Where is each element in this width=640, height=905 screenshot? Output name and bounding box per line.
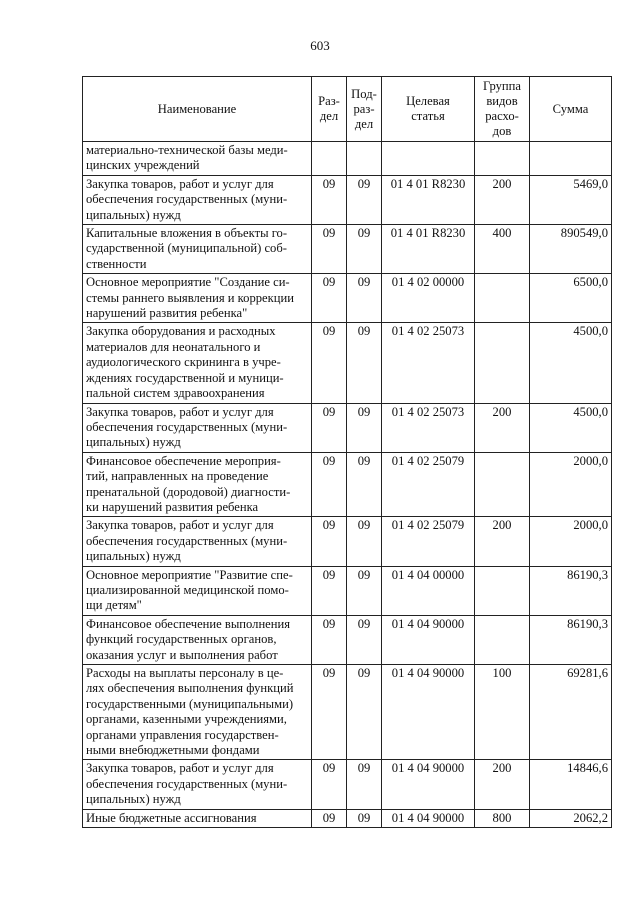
cell-sum: 69281,6 (530, 665, 612, 760)
cell-sum: 86190,3 (530, 566, 612, 615)
cell-sum: 4500,0 (530, 403, 612, 452)
cell-group (475, 142, 530, 176)
table-row (83, 615, 612, 664)
cell-podrazdel: 09 (347, 323, 382, 403)
table-row (83, 517, 612, 566)
header-group: Группа видов расхо- дов (475, 77, 530, 142)
cell-podrazdel: 09 (347, 809, 382, 827)
cell-sum: 6500,0 (530, 274, 612, 323)
cell-sum: 890549,0 (530, 225, 612, 274)
cell-razdel: 09 (312, 225, 347, 274)
cell-podrazdel: 09 (347, 615, 382, 664)
cell-podrazdel: 09 (347, 274, 382, 323)
cell-name: Закупка товаров, работ и услуг для обеспечения государственных (муни- ципальных) нужд (83, 175, 312, 224)
cell-group: 400 (475, 225, 530, 274)
cell-razdel (312, 142, 347, 176)
cell-target: 01 4 02 00000 (382, 274, 475, 323)
cell-group: 200 (475, 760, 530, 809)
cell-sum: 5469,0 (530, 175, 612, 224)
table-row (83, 665, 612, 760)
cell-name: Финансовое обеспечение мероприя- тий, направленных на проведение пренатальной (дородовой) диагности- ки нарушений развития ребенка (83, 452, 312, 517)
table-row (83, 323, 612, 403)
cell-name: Закупка товаров, работ и услуг для обеспечения государственных (муни- ципальных) нужд (83, 517, 312, 566)
cell-name: Закупка товаров, работ и услуг для обеспечения государственных (муни- ципальных) нужд (83, 760, 312, 809)
cell-target: 01 4 04 90000 (382, 760, 475, 809)
cell-podrazdel: 09 (347, 566, 382, 615)
cell-sum: 2000,0 (530, 452, 612, 517)
cell-razdel: 09 (312, 665, 347, 760)
cell-target (382, 142, 475, 176)
cell-name: Расходы на выплаты персоналу в це- лях обеспечения выполнения функций государственными (муниципальными) органами, казенными учреждениями, органами управления государствен- ными внебюджетными фондами (83, 665, 312, 760)
cell-group (475, 323, 530, 403)
cell-razdel: 09 (312, 452, 347, 517)
cell-podrazdel: 09 (347, 225, 382, 274)
cell-target: 01 4 04 00000 (382, 566, 475, 615)
cell-target: 01 4 04 90000 (382, 665, 475, 760)
cell-name: Закупка оборудования и расходных материалов для неонатального и аудиологического скрининга в учре- ждениях государственной и муници- пальной систем здравоохранения (83, 323, 312, 403)
cell-podrazdel: 09 (347, 760, 382, 809)
cell-sum: 2000,0 (530, 517, 612, 566)
cell-podrazdel: 09 (347, 665, 382, 760)
cell-name: Закупка товаров, работ и услуг для обеспечения государственных (муни- ципальных) нужд (83, 403, 312, 452)
table-row (83, 452, 612, 517)
cell-sum (530, 142, 612, 176)
cell-name: Основное мероприятие "Развитие спе- циализированной медицинской помо- щи детям" (83, 566, 312, 615)
cell-group: 200 (475, 517, 530, 566)
cell-name: Основное мероприятие "Создание си- стемы раннего выявления и коррекции нарушений развития ребенка" (83, 274, 312, 323)
cell-razdel: 09 (312, 323, 347, 403)
cell-name: Иные бюджетные ассигнования (83, 809, 312, 827)
cell-group: 100 (475, 665, 530, 760)
cell-target: 01 4 02 25079 (382, 517, 475, 566)
cell-group: 200 (475, 403, 530, 452)
cell-group (475, 615, 530, 664)
cell-sum: 4500,0 (530, 323, 612, 403)
cell-group (475, 452, 530, 517)
cell-podrazdel (347, 142, 382, 176)
header-razdel: Раз- дел (312, 77, 347, 142)
header-name: Наименование (83, 77, 312, 142)
table-header-row (83, 77, 612, 142)
table-row (83, 225, 612, 274)
cell-sum: 14846,6 (530, 760, 612, 809)
cell-target: 01 4 04 90000 (382, 615, 475, 664)
cell-podrazdel: 09 (347, 175, 382, 224)
table-row (83, 403, 612, 452)
cell-podrazdel: 09 (347, 517, 382, 566)
cell-target: 01 4 02 25073 (382, 323, 475, 403)
cell-podrazdel: 09 (347, 403, 382, 452)
cell-name: материально-технической базы меди- цинских учреждений (83, 142, 312, 176)
cell-group (475, 566, 530, 615)
cell-razdel: 09 (312, 274, 347, 323)
cell-name: Финансовое обеспечение выполнения функций государственных органов, оказания услуг и выполнения работ (83, 615, 312, 664)
cell-razdel: 09 (312, 760, 347, 809)
cell-razdel: 09 (312, 403, 347, 452)
header-podrazdel: Под- раз- дел (347, 77, 382, 142)
budget-table (82, 76, 612, 828)
cell-razdel: 09 (312, 566, 347, 615)
table-row (83, 175, 612, 224)
page-number: 603 (310, 38, 330, 53)
header-sum: Сумма (530, 77, 612, 142)
cell-sum: 86190,3 (530, 615, 612, 664)
cell-target: 01 4 01 R8230 (382, 175, 475, 224)
cell-group: 200 (475, 175, 530, 224)
table-row (83, 760, 612, 809)
cell-razdel: 09 (312, 175, 347, 224)
table-row (83, 274, 612, 323)
table-row (83, 566, 612, 615)
cell-target: 01 4 02 25079 (382, 452, 475, 517)
cell-target: 01 4 02 25073 (382, 403, 475, 452)
cell-razdel: 09 (312, 615, 347, 664)
cell-target: 01 4 01 R8230 (382, 225, 475, 274)
cell-group (475, 274, 530, 323)
table-row (83, 142, 612, 176)
cell-razdel: 09 (312, 517, 347, 566)
cell-target: 01 4 04 90000 (382, 809, 475, 827)
cell-razdel: 09 (312, 809, 347, 827)
table-row (83, 809, 612, 827)
cell-podrazdel: 09 (347, 452, 382, 517)
cell-name: Капитальные вложения в объекты го- сударственной (муниципальной) соб- ственности (83, 225, 312, 274)
cell-sum: 2062,2 (530, 809, 612, 827)
header-target: Целевая статья (382, 77, 475, 142)
cell-group: 800 (475, 809, 530, 827)
